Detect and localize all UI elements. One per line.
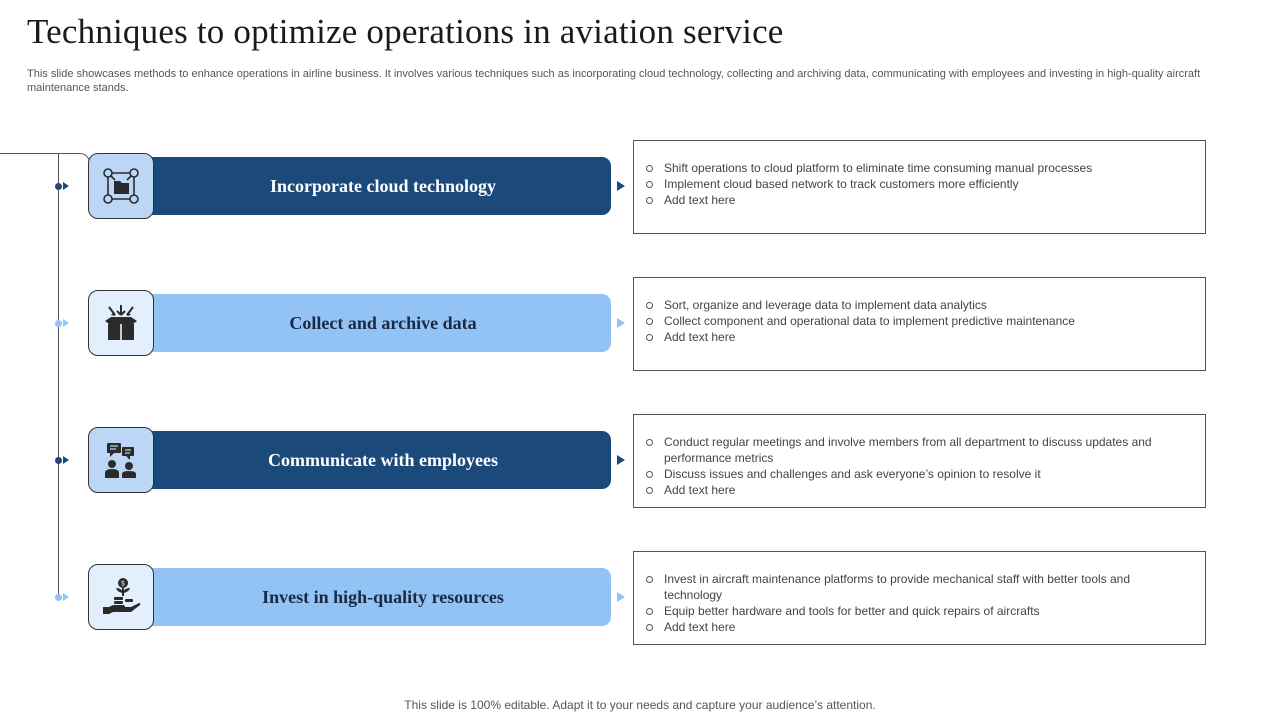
cloud-network-icon xyxy=(88,153,154,219)
technique-bar xyxy=(140,568,611,626)
list-item: Implement cloud based network to track customers more efficiently xyxy=(646,176,1185,192)
technique-row-4 xyxy=(0,548,1280,648)
pointer-arrow xyxy=(617,181,625,191)
technique-bar xyxy=(140,157,611,215)
list-item: Add text here xyxy=(646,329,1185,345)
technique-details xyxy=(633,414,1206,508)
timeline-arrow xyxy=(63,319,69,327)
list-item: Discuss issues and challenges and ask everyone’s opinion to resolve it xyxy=(646,466,1185,482)
timeline-dot xyxy=(55,320,62,327)
technique-row-1 xyxy=(0,137,1280,237)
timeline-dot xyxy=(55,457,62,464)
page-footer: This slide is 100% editable. Adapt it to your needs and capture your audience’s attention. xyxy=(404,698,876,712)
technique-label: Incorporate cloud technology xyxy=(270,175,496,196)
list-item: Invest in aircraft maintenance platforms to provide mechanical staff with better tools and technology xyxy=(646,571,1185,603)
technique-label: Communicate with employees xyxy=(268,449,498,470)
timeline-dot xyxy=(55,183,62,190)
list-item: Add text here xyxy=(646,192,1185,208)
list-item: Add text here xyxy=(646,619,1185,635)
technique-bar xyxy=(140,294,611,352)
investment-hand-icon xyxy=(88,564,154,630)
timeline-arrow xyxy=(63,182,69,190)
list-item: Collect component and operational data to implement predictive maintenance xyxy=(646,313,1185,329)
technique-details xyxy=(633,140,1206,234)
list-item: Conduct regular meetings and involve members from all department to discuss updates and performance metrics xyxy=(646,434,1185,466)
technique-row-2 xyxy=(0,274,1280,374)
timeline-arrow xyxy=(63,593,69,601)
list-item: Equip better hardware and tools for better and quick repairs of aircrafts xyxy=(646,603,1185,619)
page-title: Techniques to optimize operations in aviation service xyxy=(27,12,784,51)
page-subtitle: This slide showcases methods to enhance operations in airline business. It involves various techniques such as incorporating cloud technology, collecting and archiving data, communicating with employees and investing in high-quality aircraft maintenance stands. xyxy=(27,68,1201,94)
technique-details xyxy=(633,551,1206,645)
pointer-arrow xyxy=(617,455,625,465)
archive-box-icon xyxy=(88,290,154,356)
list-item: Sort, organize and leverage data to implement data analytics xyxy=(646,297,1185,313)
technique-label: Invest in high-quality resources xyxy=(262,586,504,607)
technique-row-3 xyxy=(0,411,1280,511)
timeline-arrow xyxy=(63,456,69,464)
pointer-arrow xyxy=(617,318,625,328)
technique-details xyxy=(633,277,1206,371)
employee-communication-icon xyxy=(88,427,154,493)
list-item: Add text here xyxy=(646,482,1185,498)
pointer-arrow xyxy=(617,592,625,602)
technique-label: Collect and archive data xyxy=(289,312,477,333)
list-item: Shift operations to cloud platform to eliminate time consuming manual processes xyxy=(646,160,1185,176)
technique-bar xyxy=(140,431,611,489)
svg-text:$: $ xyxy=(120,579,126,588)
timeline-dot xyxy=(55,594,62,601)
